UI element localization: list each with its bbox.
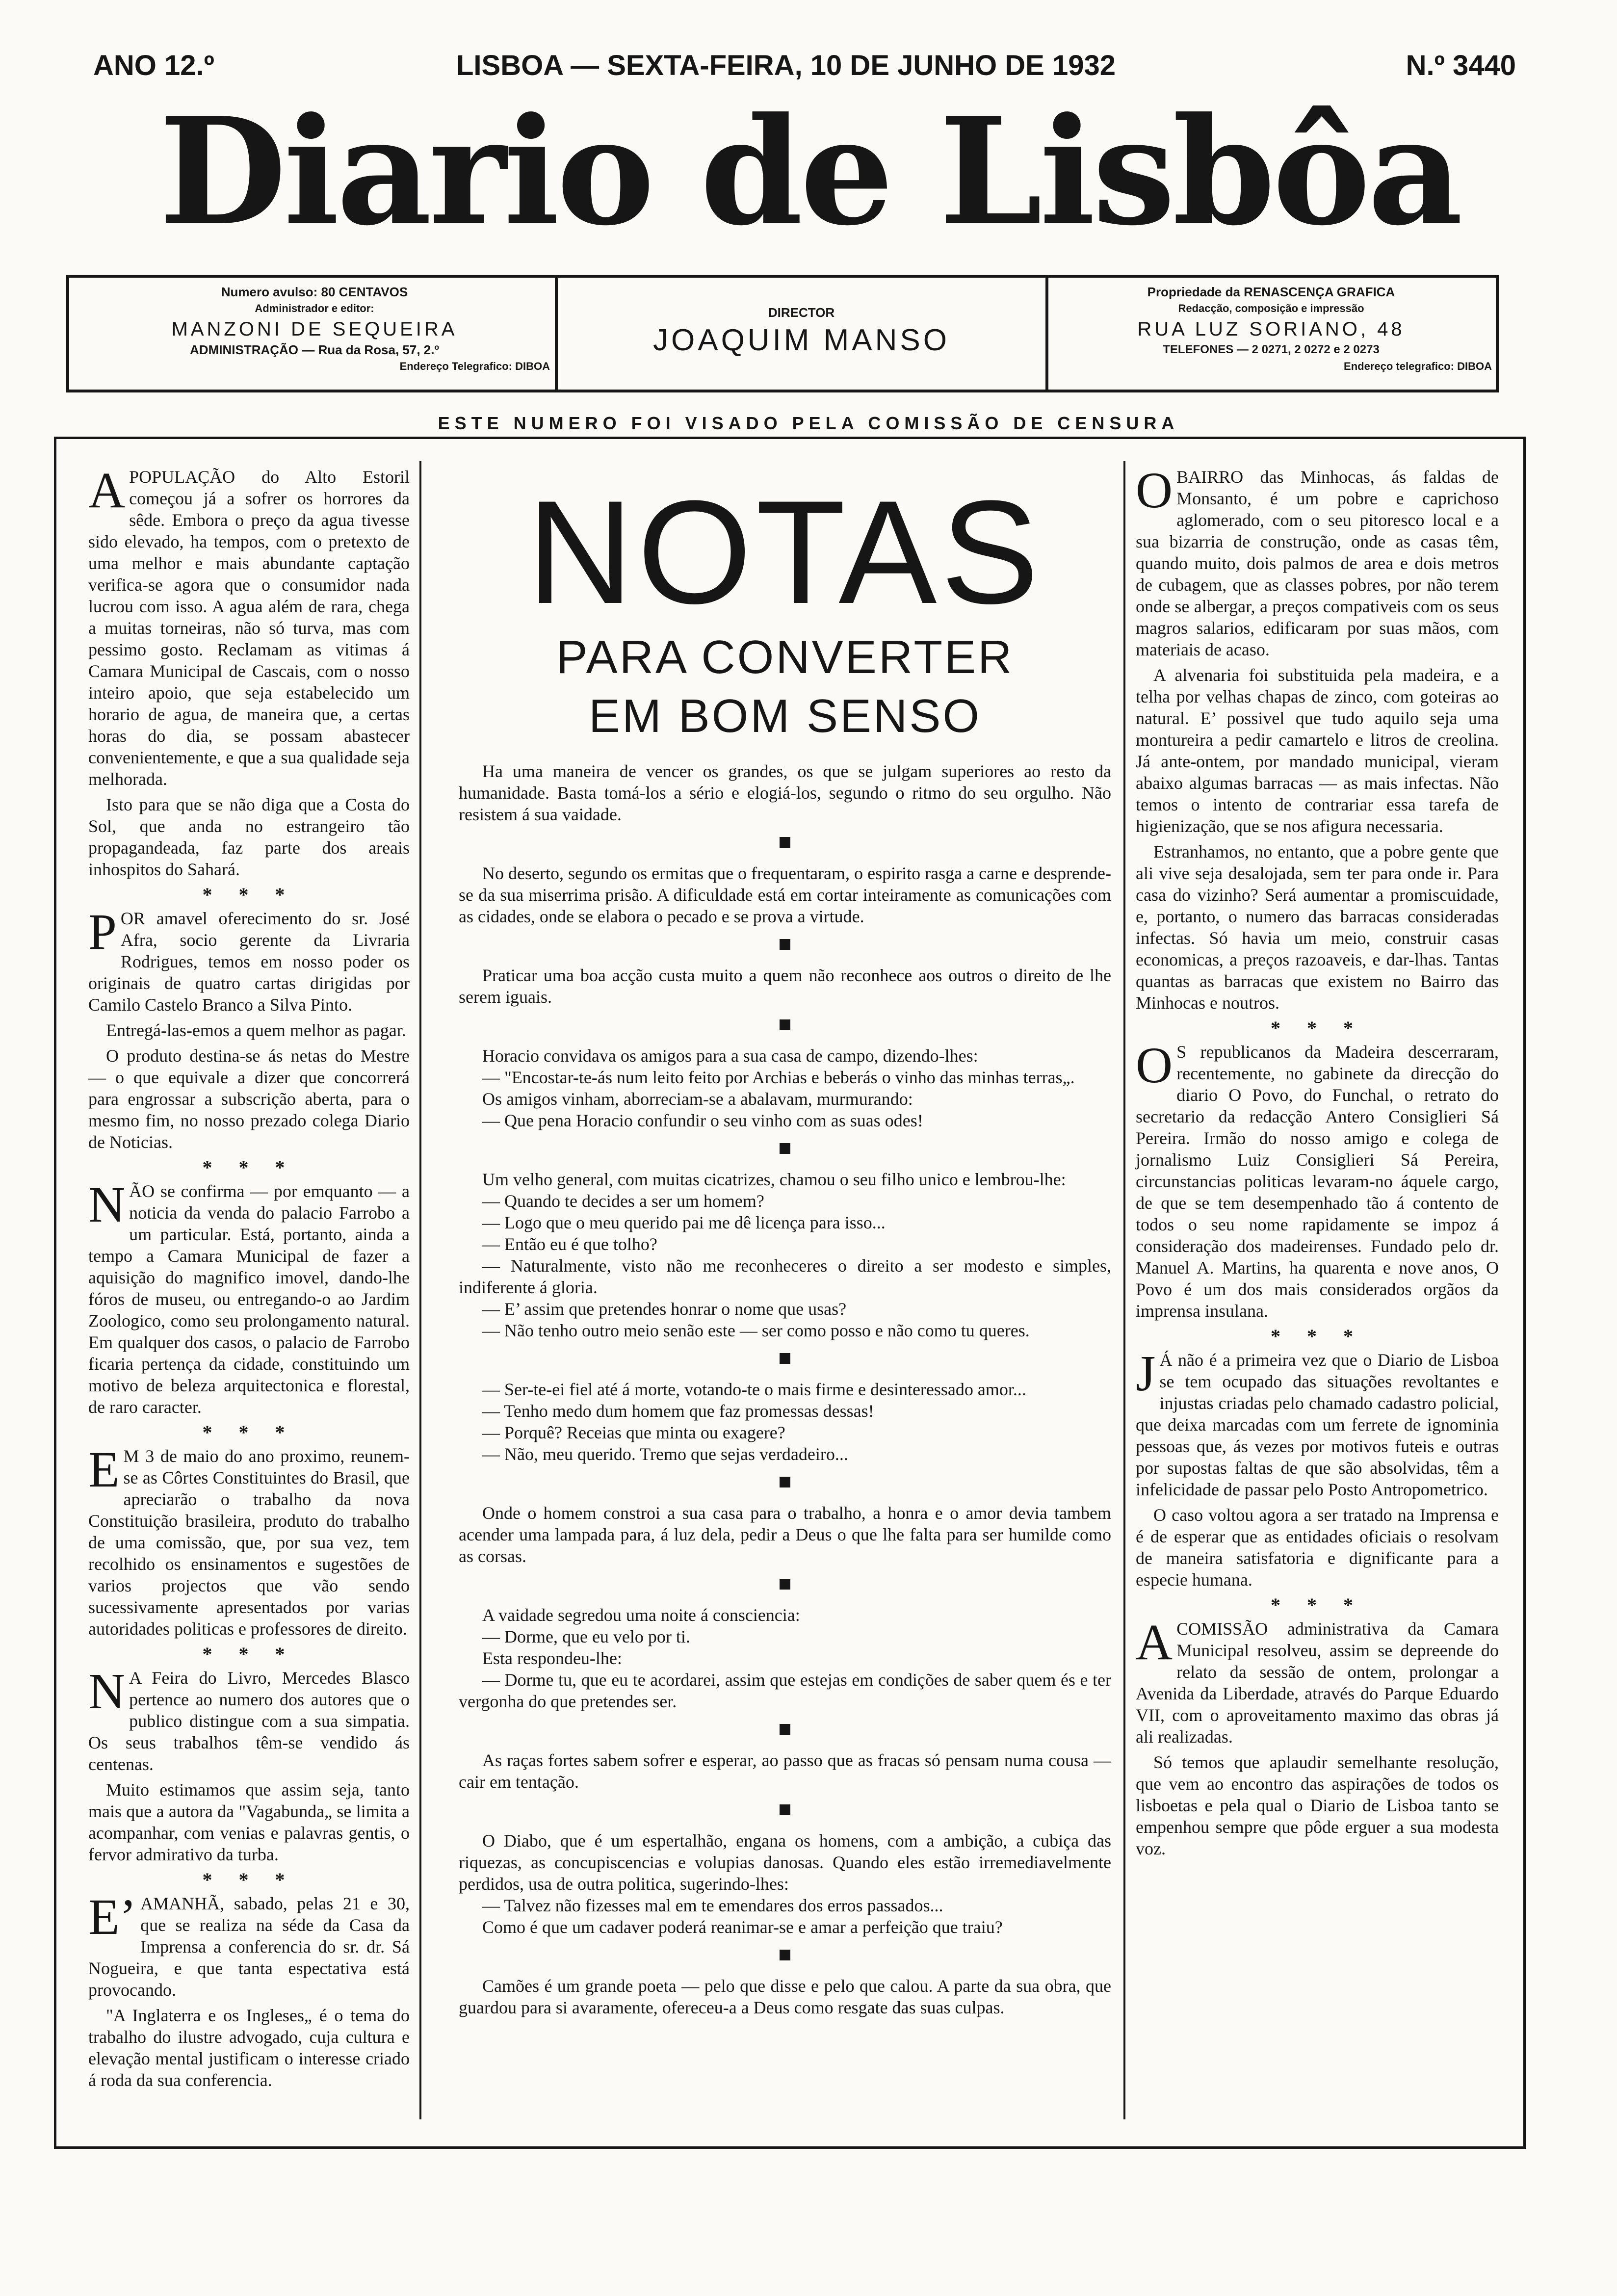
dialogue-line: — Naturalmente, visto não me reconheceres o direito a ser modesto e simples, indiferente á gloria. [459,1256,1111,1297]
separator-square [780,1143,790,1154]
separator-square [780,939,790,950]
dialogue-line: — Não tenho outro meio senão este — ser como posso e não como tu queres. [482,1321,1030,1340]
admin-address: ADMINISTRAÇÃO — Rua da Rosa, 57, 2.º [190,342,439,357]
center-column [459,466,1111,2021]
notas-subtitle-1: PARA CONVERTER [556,631,1014,683]
note-paragraph: O Diabo, que é um espertalhão, engana os homens, com a ambição, a cubiça das riquezas, as concupiscencias e volupias danosas. Quando eles estão irremediavelmente perdidos, usa de outra politica, sugerindo-lhes: [459,1831,1111,1894]
separator-square [780,1019,790,1030]
services-text: Redacção, composição e impressão [1178,302,1364,314]
article-farrobo-palace: NÃO se confirma — por emquanto — a noticia da venda do palacio Farrobo a um particular. Está, portanto, ainda a tempo a Camara Municipal de fazer a aquisição do magnifico imovel, dando-lhe fóros de museu, ou entregando-o ao Jardim Zoologico, como seu prolongamento natural. Em qualquer dos casos, o palacio de Farrobo ficaria pertença da cidade, constituindo um motivo de beleza arquitectonica e florestal, de raro caracter. [88,1176,410,1417]
note-paragraph: A vaidade segredou uma noite á consciencia: [482,1605,800,1625]
dialogue-line: — Dorme tu, que eu te acordarei, assim que estejas em condições de saber quem és e ter vergonha do que pretendes ser. [459,1670,1111,1711]
dialogue-line: Como é que um cadaver poderá reanimar-se e amar a perfeição que traiu? [482,1917,1003,1937]
dialogue-line: — "Encostar-te-ás num leito feito por Archias e beberás o vinho das minhas terras„. [482,1068,1075,1087]
street-text: RUA LUZ SORIANO, 48 [1137,318,1405,340]
separator-square [780,1724,790,1735]
phones-text: TELEFONES — 2 0271, 2 0272 e 2 0273 [1163,343,1380,356]
dialogue-line: — Talvez não fizesses mal em te emendares dos erros passados... [482,1896,943,1915]
dialogue-line: Esta respondeu-lhe: [482,1648,622,1668]
dialogue-line: — Quando te decides a ser um homem? [482,1191,764,1211]
article-bairro-minhocas: OBAIRRO das Minhocas, ás faldas de Monsanto, é um pobre e caprichoso aglomerado, com o seu pitoresco local e a sua bizarria de construção, onde as casas têm, quando muito, dois palmos de area e dois metros de cubagem, que as classes pobres, por não terem onde se albergar, a preços compativeis com os seus magros salarios, edificaram por suas mãos, com materiais de acaso. [1136,462,1499,659]
separator-square [780,1353,790,1364]
price-text: Numero avulso: 80 CENTAVOS [221,285,408,299]
dialogue-line: — Não, meu querido. Tremo que sejas verdadeiro... [482,1444,848,1464]
column-rule [419,461,421,2119]
separator-square [780,837,790,848]
info-left-box [79,284,550,387]
masthead-title: Diario de Lisbôa [158,85,1461,258]
notas-title: NOTAS [527,470,1043,634]
dialogue-line: — Tenho medo dum homem que faz promessas dessas! [482,1401,874,1421]
article-conference: E’ AMANHÃ, sabado, pelas 21 e 30, que se realiza na séde da Casa da Imprensa a conferencia do sr. dr. Sá Nogueira, e que tanta espectativa está provocando. [88,1889,410,2000]
note-paragraph: Praticar uma boa acção custa muito a quem não reconhece aos outros o direito de lhe serem iguais. [459,965,1111,1007]
admin-label: Administrador e editor: [255,302,374,314]
info-bar [66,275,1499,392]
section-stars: * * * [202,884,296,906]
section-stars: * * * [1271,1017,1364,1039]
article-police-records: J Á não é a primeira vez que o Diario de Lisboa se tem ocupado das situações revoltantes e injustas criadas pelo chamado cadastro policial, que deixa marcadas com um ferrete de ignominia pessoas que, ás vezes por motivos futeis e outras por supostas faltas de que são absolvidas, têm a infelicidade de passar pelo Posto Antropometrico. [1136,1345,1499,1499]
note-paragraph: No deserto, segundo os ermitas que o frequentaram, o espirito rasga a carne e desprende-se da sua miserrima prisão. A dificuldade está em cortar inteiramente as comunicações com as cidades, onde se elabora o pecado e se prova a virtude. [459,863,1111,926]
note-paragraph: As raças fortes sabem sofrer e esperar, ao passo que as fracas só pensam numa cousa — cair em tentação. [459,1750,1111,1792]
info-separator [1045,278,1048,390]
left-column: APOPULAÇÃO do Alto Estoril começou já a sofrer os horrores da sêde. Embora o preço da agua tivesse sido elevado, ha tempos, com o pretexto de uma melhor e mais abundante captação verifica-se agora que o consumidor nada lucrou com isso. A agua além de rara, chega a muitas torneiras, não só turva, mas com pessimo gosto. Reclamam as vitimas á Camara Municipal de Cascais, com o nosso inteiro apoio, que seja estabelecido um horario de agua, de maneira que, a certas horas do dia, se possam abastecer convenientemente, e que a sua qualidade seja melhorada. Isto para que se não diga que a Costa do Sol, que anda no estrangeiro tão propagandeada, faz parte dos areais inhospitos do Sahará. * * * POR amavel oferecimento do sr. José Afra, socio gerente da Livraria Rodrigues, temos em nosso poder os originais de quatro cartas dirigidas por Camilo Castelo Branco a Silva Pinto. Entregá-las-emos a quem melhor as pagar. O produto destina-se ás netas do Mestre — o que equivale a dizer que concorrerá para engrossar a subscrição aberta, para o mesmo fim, no nosso prezado colega Diario de Noticias. * * * NÃO se confirma — por emquanto — a noticia da venda do palacio Farrobo a um particular. Está, portanto, ainda a tempo a Camara Municipal de fazer a aquisição do magnifico imovel, dando-lhe fóros de museu, ou entregando-o ao Jardim Zoologico, como seu prolongamento natural. Em qualquer dos casos, o palacio de Farrobo ficaria pertença da cidade, constituindo um motivo de beleza arquitectonica e florestal, de raro caracter. * * * E M 3 de maio do ano proximo, reunem-se as Côrtes Constituintes do Brasil, que apreciarão o trabalho da nova Constituição brasileira, produto do trabalho de uma comissão, que, por sua vez, tem recolhido os ensinamentos e sugestões de varios projectos que vão sendo sucessivamente apresentados por varias autoridades politicas e professores de direito. * * * N A Feira do Livro, Mercedes Blasco pertence ao numero dos autores que o publico distingue com a sua simpatia. Os seus trabalhos têm-se vendido ás centenas. Muito estimamos que assim seja, tanto mais que a autora da "Vagabunda„ se limita a acompanhar, com venias e palavras gentis, o fervor admirativo da turba. * * * E’ AMANHÃ, sabado, pelas 21 e 30, que se realiza na séde da Casa da Imprensa a conferencia do sr. dr. Sá Nogueira, e que tanta espectativa está provocando. "A Inglaterra e os Ingleses„ é o tema do trabalho do ilustre advogado, cuja cultura e elevação mental justificam o interesse criado á roda da sua conferencia. [88,462,410,2090]
telegraph-right: Endereço telegrafico: DIBOA [1344,360,1492,372]
note-paragraph: Ha uma maneira de vencer os grandes, os que se julgam superiores ao resto da humanidade. Basta tomá-los a sério e elogiá-los, segundo o ritmo do seu orgulho. Não resistem á sua vaidade. [459,761,1111,824]
section-stars: * * * [202,1643,296,1665]
notas-subtitle-2: EM BOM SENSO [588,690,982,742]
director-label: DIRECTOR [768,305,835,320]
section-stars: * * * [1271,1594,1364,1616]
dialogue-line: — E’ assim que pretendes honrar o nome que usas? [482,1299,847,1319]
section-stars: * * * [1271,1325,1364,1347]
director-name: JOAQUIM MANSO [652,323,950,357]
article-avenida-liberdade: ACOMISSÃO administrativa da Camara Municipal resolveu, assim se depreende do relato da sessão de ontem, prolongar a Avenida da Liberdade, através do Parque Eduardo VII, com o aproveitamento maximo das obras já ali realizadas. [1136,1614,1499,1747]
dialogue-line: — Porquê? Receias que minta ou exagere? [482,1423,785,1442]
admin-name: MANZONI DE SEQUEIRA [171,318,458,340]
separator-square [780,1804,790,1815]
section-stars: * * * [202,1156,296,1178]
owner-text: Propriedade da RENASCENÇA GRAFICA [1147,285,1395,299]
article-camilo-letters: POR amavel oferecimento do sr. José Afra, socio gerente da Livraria Rodrigues, temos em nosso poder os originais de quatro cartas dirigidas por Camilo Castelo Branco a Silva Pinto. [88,904,410,1015]
separator-square [780,1579,790,1590]
article-book-fair: N A Feira do Livro, Mercedes Blasco pertence ao numero dos autores que o publico distingue com a sua simpatia. Os seus trabalhos têm-se vendido ás centenas. [88,1663,410,1774]
dialogue-line: — Que pena Horacio confundir o seu vinho com as suas odes! [482,1111,923,1130]
note-paragraph: Um velho general, com muitas cicatrizes, chamou o seu filho unico e lembrou-lhe: [482,1170,1066,1189]
info-separator [555,278,558,390]
column-rule [1123,461,1125,2119]
article-brazil-cortes: E M 3 de maio do ano proximo, reunem-se as Côrtes Constituintes do Brasil, que apreciarão o trabalho da nova Constituição brasileira, produto do trabalho de uma comissão, que, por sua vez, tem recolhido os ensinamentos e sugestões de varios projectos que vão sendo sucessivamente apresentados por varias autoridades politicas e professores de direito. [88,1441,410,1639]
article-madeira-republicans: O S republicanos da Madeira descerraram, recentemente, no gabinete da direcção do diario O Povo, do Funchal, o retrato do secretario da redacção Antero Consiglieri Sá Pereira. Irmão do nosso amigo e colega de jornalismo Luiz Consiglieri Sá Pereira, circunstancias politicas levaram-no áquele cargo, de que se tem desempenhado tão á contento de todos o seu nome rapidamente se impoz á consideração dos madeirenses. Fundado pelo dr. Manuel A. Martins, ha quarenta e nove anos, O Povo é um dos mais considerados orgãos da imprensa insulana. [1136,1037,1499,1321]
year-label: ANO 12.º [93,50,214,81]
note-paragraph: Horacio convidava os amigos para a sua casa de campo, dizendo-lhes: [482,1046,978,1066]
separator-square [780,1950,790,1960]
separator-square [780,1477,790,1487]
dialogue-line: — Então eu é que tolho? [482,1234,657,1254]
section-stars: * * * [202,1421,296,1443]
censorship-notice: ESTE NUMERO FOI VISADO PELA COMISSÃO DE CENSURA [438,413,1179,433]
note-paragraph: Onde o homem constroi a sua casa para o trabalho, a honra e o amor devia tambem acender uma lampada para, á luz dela, pedir a Deus o que lhe falta para ser humilde como as corsas. [459,1503,1111,1566]
article-water: APOPULAÇÃO do Alto Estoril começou já a sofrer os horrores da sêde. Embora o preço da agua tivesse sido elevado, ha tempos, com o pretexto de uma melhor e mais abundante captação verifica-se agora que o consumidor nada lucrou com isso. A agua além de rara, chega a muitas torneiras, não só turva, mas com pessimo gosto. Reclamam as vitimas á Camara Municipal de Cascais, com o nosso inteiro apoio, que seja estabelecido um horario de agua, de maneira que, a certas horas do dia, se possam abastecer convenientemente, e que a sua qualidade seja melhorada. [88,462,410,789]
note-paragraph: Camões é um grande poeta — pelo que disse e pelo que calou. A parte da sua obra, que guardou para si avaramente, ofereceu-a a Deus como resgate das suas culpas. [459,1976,1111,2017]
telegraph-left: Endereço Telegrafico: DIBOA [399,360,550,372]
right-column: OBAIRRO das Minhocas, ás faldas de Monsanto, é um pobre e caprichoso aglomerado, com o seu pitoresco local e a sua bizarria de construção, onde as casas têm, quando muito, dois palmos de area e dois metros de cubagem, que as classes pobres, por não terem onde se albergar, a preços compativeis com os seus magros salarios, edificaram por suas mãos, com materiais de acaso. A alvenaria foi substituida pela madeira, e a telha por velhas chapas de zinco, com goteiras ao natural. E’ possivel que tudo aquilo seja uma montureira a pedir camartelo e litros de creolina. Já ante-ontem, por mandado municipal, vieram abaixo algumas barracas — as mais infectas. Não temos o intento de contrariar essa tarefa de higienização, que se nos afigura necessaria. Estranhamos, no entanto, que a pobre gente que ali vive seja desalojada, sem ter para onde ir. Para casa do vizinho? Será aumentar a promiscuidade, e, portanto, o numero das barracas consideradas infectas. Só havia um meio, construir casas economicas, a preços razoaveis, e dar-lhas. Tantas quantas as barracas que existem no Bairro das Minhocas e noutros. * * * O S republicanos da Madeira descerraram, recentemente, no gabinete da direcção do diario O Povo, do Funchal, o retrato do secretario da redacção Antero Consiglieri Sá Pereira. Irmão do nosso amigo e colega de jornalismo Luiz Consiglieri Sá Pereira, circunstancias politicas levaram-no áquele cargo, de que se tem desempenhado tão á contento de todos o seu nome rapidamente se impoz á consideração dos madeirenses. Fundado pelo dr. Manuel A. Martins, ha quarenta e nove anos, O Povo é um dos mais considerados orgãos da imprensa insulana. * * * J Á não é a primeira vez que o Diario de Lisboa se tem ocupado das situações revoltantes e injustas criadas pelo chamado cadastro policial, que deixa marcadas com um ferrete de ignominia pessoas que, ás vezes por motivos futeis e outras por supostas faltas de que são absolvidas, têm a infelicidade de passar pelo Posto Antropometrico. O caso voltou agora a ser tratado na Imprensa e é de esperar que as entidades oficiais o resolvam de maneira satisfatoria e dignificante para a especie humana. * * * ACOMISSÃO administrativa da Camara Municipal resolveu, assim se depreende do relato da sessão de ontem, prolongar a Avenida da Liberdade, através do Parque Eduardo VII, com o aproveitamento maximo das obras já ali realizadas. Só temos que aplaudir semelhante resolução, que vem ao encontro das aspirações de todos os lisboetas e pela qual o Diario de Lisboa tanto se empenhou sempre que pôde erguer a sua modesta voz. [1136,462,1499,1858]
dateline: LISBOA — SEXTA-FEIRA, 10 DE JUNHO DE 1932 [456,50,1116,81]
info-right-box [1050,284,1492,387]
dialogue-line: — Dorme, que eu velo por ti. [482,1627,690,1646]
dialogue-line: — Ser-te-ei fiel até á morte, votando-te o mais firme e desinteressado amor... [482,1380,1026,1399]
section-stars: * * * [202,1869,296,1891]
dialogue-line: Os amigos vinham, aborreciam-se a abalavam, murmurando: [482,1089,913,1109]
issue-number: N.º 3440 [1406,50,1516,81]
info-center-box [560,292,1043,395]
dialogue-line: — Logo que o meu querido pai me dê licença para isso... [482,1213,886,1232]
